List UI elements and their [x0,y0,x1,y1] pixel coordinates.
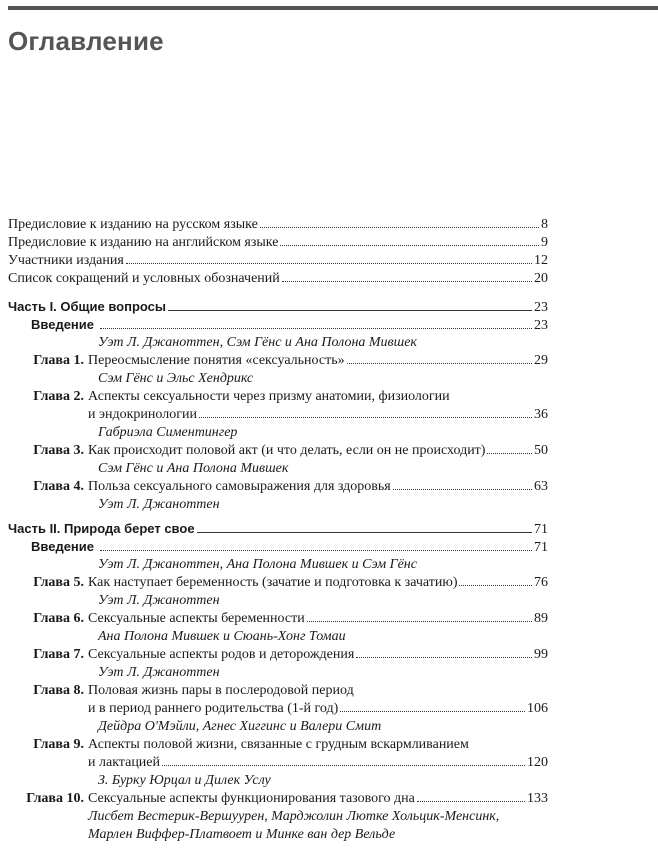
toc-chapter-4[interactable]: Глава 4. Польза сексуального самовыражения для здоровья 63 [33,479,548,494]
toc-chapter-1[interactable]: Глава 1. Переосмысление понятия «сексуальность» 29 [33,353,548,368]
toc-entry-preface-ru[interactable]: Предисловие к изданию на русском языке 8 [8,217,548,232]
toc-chapter-9-line2[interactable]: и лактацией 120 [88,755,548,770]
top-rule [8,6,658,10]
toc-chapter-10-authors-line2: Марлен Виффер-Платвоет и Минке ван дер Вельде [88,827,396,842]
toc-part1-intro-authors: Уэт Л. Джаноттен, Сэм Гёнс и Ана Полона Мившек [98,335,417,350]
toc-chapter-4-authors: Уэт Л. Джаноттен [98,497,220,512]
toc-chapter-8-line2[interactable]: и в период раннего родительства (1-й год) 106 [88,701,548,716]
toc-chapter-6[interactable]: Глава 6. Сексуальные аспекты беременности 89 [33,611,548,626]
toc-chapter-7-authors: Уэт Л. Джаноттен [98,665,220,680]
toc-chapter-1-authors: Сэм Гёнс и Эльс Хендрикс [98,371,254,386]
toc-chapter-3-authors: Сэм Гёнс и Ана Полона Мившек [98,461,289,476]
toc-chapter-5[interactable]: Глава 5. Как наступает беременность (зачатие и подготовка к зачатию) 76 [33,575,548,590]
toc-part2-intro-authors: Уэт Л. Джаноттен, Ана Полона Мившек и Сэм Гёнс [98,557,417,572]
table-of-contents [8,216,548,844]
toc-chapter-8-authors: Дейдра О'Мэйли, Агнес Хиггинс и Валери Смит [98,719,382,734]
toc-chapter-9-authors: З. Бурку Юрцал и Дилек Услу [98,773,271,788]
toc-part2-intro[interactable]: Введение 71 [31,539,548,555]
toc-part-1[interactable]: Часть I. Общие вопросы 23 [8,299,548,315]
toc-chapter-3[interactable]: Глава 3. Как происходит половой акт (и что делать, если он не происходит) 50 [33,443,548,458]
toc-chapter-6-authors: Ана Полона Мившек и Сюань-Хонг Томаи [98,629,346,644]
toc-chapter-2[interactable]: Глава 2. Аспекты сексуальности через призму анатомии, физиологии [33,389,450,404]
toc-chapter-2-authors: Габриэла Симентингер [98,425,238,440]
toc-part-2[interactable]: Часть II. Природа берет свое 71 [8,521,548,537]
toc-entry-abbreviations[interactable]: Список сокращений и условных обозначений 20 [8,271,548,286]
page-title: Оглавление [8,26,164,56]
toc-chapter-10-authors: Лисбет Вестерик-Вершуурен, Марджолин Лютке Хольцик-Менсинк, [88,809,500,824]
toc-chapter-10[interactable]: Глава 10. Сексуальные аспекты функционирования тазового дна 133 [26,791,548,806]
toc-part1-intro[interactable]: Введение 23 [31,317,548,333]
toc-entry-preface-en[interactable]: Предисловие к изданию на английском языке 9 [8,235,548,250]
toc-chapter-7[interactable]: Глава 7. Сексуальные аспекты родов и деторождения 99 [33,647,548,662]
toc-chapter-2-line2[interactable]: и эндокринологии 36 [88,407,548,422]
toc-entry-contributors[interactable]: Участники издания 12 [8,253,548,268]
toc-chapter-8[interactable]: Глава 8. Половая жизнь пары в послеродовой период [33,683,354,698]
toc-chapter-9[interactable]: Глава 9. Аспекты половой жизни, связанные с грудным вскармливанием [33,737,469,752]
toc-chapter-5-authors: Уэт Л. Джаноттен [98,593,220,608]
